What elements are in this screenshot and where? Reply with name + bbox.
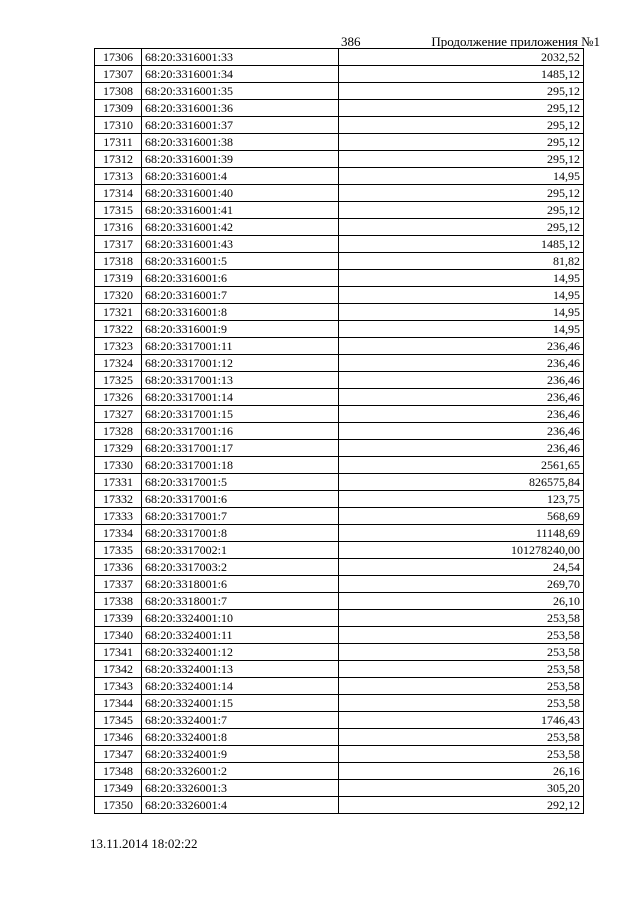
cadastral-value: 253,58 <box>339 661 584 678</box>
cadastral-value: 253,58 <box>339 729 584 746</box>
cadastral-value: 14,95 <box>339 270 584 287</box>
cadastral-number: 68:20:3324001:15 <box>142 695 339 712</box>
table-row <box>95 457 584 474</box>
table-row <box>95 117 584 134</box>
table-row <box>95 100 584 117</box>
cadastral-value: 295,12 <box>339 185 584 202</box>
cadastral-table <box>94 48 584 814</box>
cadastral-number: 68:20:3317001:14 <box>142 389 339 406</box>
cadastral-number: 68:20:3317001:13 <box>142 372 339 389</box>
table-row <box>95 151 584 168</box>
table-row <box>95 661 584 678</box>
cadastral-value: 14,95 <box>339 304 584 321</box>
cadastral-value: 292,12 <box>339 797 584 814</box>
table-row <box>95 610 584 627</box>
row-number: 17342 <box>95 661 142 678</box>
cadastral-value: 305,20 <box>339 780 584 797</box>
cadastral-value: 1485,12 <box>339 66 584 83</box>
row-number: 17338 <box>95 593 142 610</box>
row-number: 17327 <box>95 406 142 423</box>
cadastral-value: 253,58 <box>339 627 584 644</box>
cadastral-number: 68:20:3316001:43 <box>142 236 339 253</box>
table-row <box>95 525 584 542</box>
table-row <box>95 287 584 304</box>
cadastral-number: 68:20:3317001:15 <box>142 406 339 423</box>
cadastral-value: 2561,65 <box>339 457 584 474</box>
cadastral-value: 26,10 <box>339 593 584 610</box>
row-number: 17348 <box>95 763 142 780</box>
table-row <box>95 508 584 525</box>
row-number: 17319 <box>95 270 142 287</box>
row-number: 17350 <box>95 797 142 814</box>
row-number: 17306 <box>95 49 142 66</box>
table-row <box>95 389 584 406</box>
row-number: 17321 <box>95 304 142 321</box>
row-number: 17332 <box>95 491 142 508</box>
table-row <box>95 304 584 321</box>
table-row <box>95 797 584 814</box>
table-row <box>95 423 584 440</box>
cadastral-value: 236,46 <box>339 338 584 355</box>
cadastral-value: 295,12 <box>339 100 584 117</box>
cadastral-number: 68:20:3326001:4 <box>142 797 339 814</box>
row-number: 17345 <box>95 712 142 729</box>
cadastral-number: 68:20:3316001:5 <box>142 253 339 270</box>
row-number: 17324 <box>95 355 142 372</box>
cadastral-value: 253,58 <box>339 678 584 695</box>
page-number: 386 <box>341 34 361 49</box>
table-row <box>95 440 584 457</box>
row-number: 17314 <box>95 185 142 202</box>
cadastral-value: 236,46 <box>339 440 584 457</box>
row-number: 17309 <box>95 100 142 117</box>
row-number: 17333 <box>95 508 142 525</box>
cadastral-number: 68:20:3317001:18 <box>142 457 339 474</box>
row-number: 17343 <box>95 678 142 695</box>
cadastral-number: 68:20:3324001:8 <box>142 729 339 746</box>
cadastral-value: 295,12 <box>339 219 584 236</box>
cadastral-value: 253,58 <box>339 695 584 712</box>
cadastral-value: 269,70 <box>339 576 584 593</box>
cadastral-value: 2032,52 <box>339 49 584 66</box>
cadastral-value: 253,58 <box>339 610 584 627</box>
row-number: 17322 <box>95 321 142 338</box>
cadastral-number: 68:20:3316001:38 <box>142 134 339 151</box>
row-number: 17310 <box>95 117 142 134</box>
row-number: 17318 <box>95 253 142 270</box>
table-row <box>95 593 584 610</box>
cadastral-value: 295,12 <box>339 151 584 168</box>
table-row <box>95 219 584 236</box>
table-row <box>95 712 584 729</box>
cadastral-value: 295,12 <box>339 117 584 134</box>
table-row <box>95 49 584 66</box>
table-row <box>95 355 584 372</box>
row-number: 17349 <box>95 780 142 797</box>
cadastral-value: 253,58 <box>339 746 584 763</box>
row-number: 17328 <box>95 423 142 440</box>
cadastral-value: 14,95 <box>339 168 584 185</box>
table-row <box>95 202 584 219</box>
row-number: 17308 <box>95 83 142 100</box>
cadastral-value: 101278240,00 <box>339 542 584 559</box>
cadastral-number: 68:20:3326001:2 <box>142 763 339 780</box>
row-number: 17313 <box>95 168 142 185</box>
cadastral-number: 68:20:3317001:11 <box>142 338 339 355</box>
table-row <box>95 168 584 185</box>
cadastral-value: 14,95 <box>339 321 584 338</box>
cadastral-number: 68:20:3316001:9 <box>142 321 339 338</box>
cadastral-number: 68:20:3324001:12 <box>142 644 339 661</box>
cadastral-number: 68:20:3316001:7 <box>142 287 339 304</box>
row-number: 17316 <box>95 219 142 236</box>
cadastral-number: 68:20:3317001:8 <box>142 525 339 542</box>
table-row <box>95 134 584 151</box>
cadastral-value: 236,46 <box>339 423 584 440</box>
cadastral-value: 24,54 <box>339 559 584 576</box>
table-row <box>95 474 584 491</box>
cadastral-number: 68:20:3317001:17 <box>142 440 339 457</box>
row-number: 17336 <box>95 559 142 576</box>
cadastral-value: 295,12 <box>339 134 584 151</box>
row-number: 17312 <box>95 151 142 168</box>
row-number: 17347 <box>95 746 142 763</box>
cadastral-number: 68:20:3317001:5 <box>142 474 339 491</box>
cadastral-number: 68:20:3324001:10 <box>142 610 339 627</box>
cadastral-value: 236,46 <box>339 372 584 389</box>
cadastral-value: 236,46 <box>339 406 584 423</box>
cadastral-value: 11148,69 <box>339 525 584 542</box>
table-row <box>95 406 584 423</box>
cadastral-value: 81,82 <box>339 253 584 270</box>
table-row <box>95 270 584 287</box>
cadastral-number: 68:20:3316001:8 <box>142 304 339 321</box>
row-number: 17320 <box>95 287 142 304</box>
table-row <box>95 66 584 83</box>
row-number: 17329 <box>95 440 142 457</box>
cadastral-number: 68:20:3316001:33 <box>142 49 339 66</box>
table-row <box>95 321 584 338</box>
row-number: 17330 <box>95 457 142 474</box>
cadastral-number: 68:20:3317001:7 <box>142 508 339 525</box>
row-number: 17346 <box>95 729 142 746</box>
row-number: 17325 <box>95 372 142 389</box>
table-row <box>95 338 584 355</box>
cadastral-number: 68:20:3326001:3 <box>142 780 339 797</box>
row-number: 17323 <box>95 338 142 355</box>
cadastral-number: 68:20:3316001:37 <box>142 117 339 134</box>
table-row <box>95 542 584 559</box>
cadastral-value: 295,12 <box>339 202 584 219</box>
cadastral-number: 68:20:3317001:6 <box>142 491 339 508</box>
cadastral-value: 1746,43 <box>339 712 584 729</box>
table-row <box>95 559 584 576</box>
cadastral-number: 68:20:3316001:42 <box>142 219 339 236</box>
table-row <box>95 576 584 593</box>
table-row <box>95 729 584 746</box>
table-row <box>95 253 584 270</box>
table-row <box>95 627 584 644</box>
table-row <box>95 491 584 508</box>
table-row <box>95 746 584 763</box>
row-number: 17311 <box>95 134 142 151</box>
row-number: 17341 <box>95 644 142 661</box>
print-timestamp: 13.11.2014 18:02:22 <box>90 836 198 851</box>
row-number: 17340 <box>95 627 142 644</box>
row-number: 17326 <box>95 389 142 406</box>
cadastral-value: 14,95 <box>339 287 584 304</box>
cadastral-number: 68:20:3316001:34 <box>142 66 339 83</box>
cadastral-value: 295,12 <box>339 83 584 100</box>
cadastral-value: 568,69 <box>339 508 584 525</box>
table-row <box>95 763 584 780</box>
cadastral-number: 68:20:3316001:35 <box>142 83 339 100</box>
cadastral-number: 68:20:3317003:2 <box>142 559 339 576</box>
row-number: 17335 <box>95 542 142 559</box>
row-number: 17334 <box>95 525 142 542</box>
appendix-title: Продолжение приложения №1 <box>431 34 600 49</box>
cadastral-number: 68:20:3316001:4 <box>142 168 339 185</box>
cadastral-value: 26,16 <box>339 763 584 780</box>
row-number: 17331 <box>95 474 142 491</box>
row-number: 17339 <box>95 610 142 627</box>
table-row <box>95 83 584 100</box>
row-number: 17315 <box>95 202 142 219</box>
cadastral-value: 236,46 <box>339 389 584 406</box>
table-row <box>95 678 584 695</box>
table-row <box>95 372 584 389</box>
cadastral-number: 68:20:3317001:16 <box>142 423 339 440</box>
table-row <box>95 695 584 712</box>
cadastral-number: 68:20:3324001:7 <box>142 712 339 729</box>
cadastral-value: 123,75 <box>339 491 584 508</box>
table-row <box>95 236 584 253</box>
cadastral-value: 1485,12 <box>339 236 584 253</box>
table-row <box>95 780 584 797</box>
row-number: 17337 <box>95 576 142 593</box>
cadastral-number: 68:20:3324001:13 <box>142 661 339 678</box>
cadastral-number: 68:20:3316001:36 <box>142 100 339 117</box>
table-row <box>95 644 584 661</box>
cadastral-number: 68:20:3317001:12 <box>142 355 339 372</box>
row-number: 17307 <box>95 66 142 83</box>
cadastral-number: 68:20:3324001:11 <box>142 627 339 644</box>
table-row <box>95 185 584 202</box>
cadastral-number: 68:20:3318001:7 <box>142 593 339 610</box>
cadastral-number: 68:20:3316001:40 <box>142 185 339 202</box>
row-number: 17317 <box>95 236 142 253</box>
cadastral-value: 236,46 <box>339 355 584 372</box>
cadastral-number: 68:20:3324001:9 <box>142 746 339 763</box>
cadastral-number: 68:20:3318001:6 <box>142 576 339 593</box>
cadastral-number: 68:20:3316001:41 <box>142 202 339 219</box>
cadastral-value: 253,58 <box>339 644 584 661</box>
cadastral-value: 826575,84 <box>339 474 584 491</box>
table-body <box>95 49 584 814</box>
cadastral-number: 68:20:3324001:14 <box>142 678 339 695</box>
cadastral-number: 68:20:3316001:6 <box>142 270 339 287</box>
cadastral-number: 68:20:3316001:39 <box>142 151 339 168</box>
cadastral-number: 68:20:3317002:1 <box>142 542 339 559</box>
row-number: 17344 <box>95 695 142 712</box>
